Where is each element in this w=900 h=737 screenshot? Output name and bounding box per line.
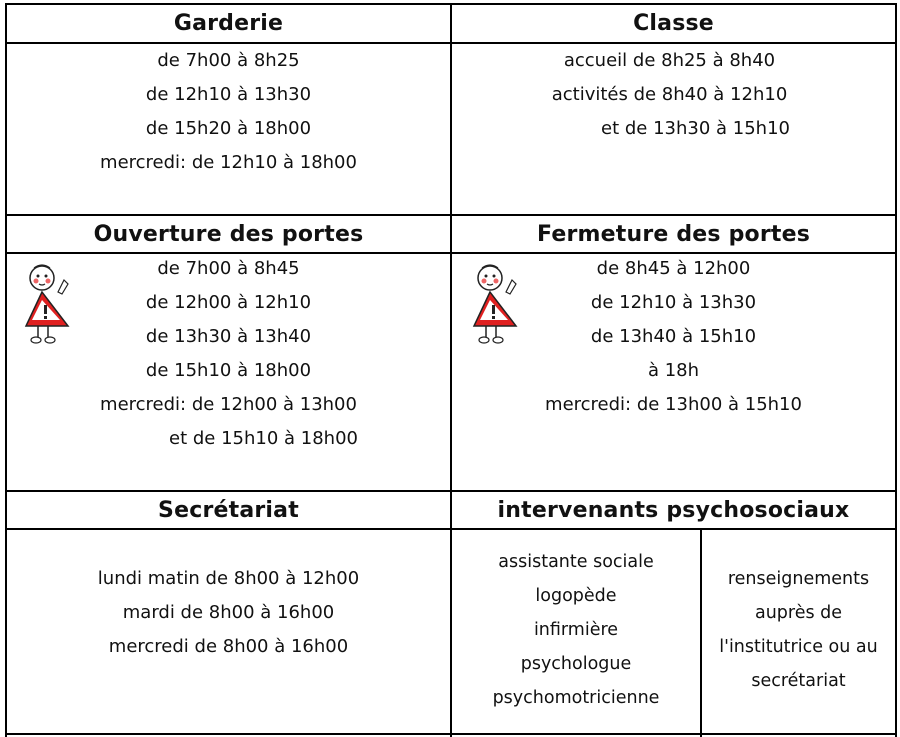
secretariat-line: mercredi de 8h00 à 16h00 (108, 636, 349, 657)
garderie-line: mercredi: de 12h10 à 18h00 (100, 152, 357, 173)
classe-line: et de 13h30 à 15h10 (601, 118, 790, 139)
classe-hours (452, 44, 895, 146)
garderie-title: Garderie (173, 11, 284, 36)
role-item: psychomotricienne (492, 688, 660, 708)
ouverture-line: de 7h00 à 8h45 (157, 258, 300, 279)
secretariat-line: mardi de 8h00 à 16h00 (122, 602, 335, 623)
row-line-5 (5, 528, 897, 530)
ouverture-line: mercredi: de 12h00 à 13h00 (100, 394, 357, 415)
classe-line: accueil de 8h25 à 8h40 (563, 50, 776, 71)
fermeture-line: mercredi: de 13h00 à 15h10 (545, 394, 802, 415)
fermeture-line: de 8h45 à 12h00 (596, 258, 751, 279)
intervenants-info (702, 562, 895, 698)
info-line: renseignements (727, 569, 870, 589)
ouverture-line: de 15h10 à 18h00 (145, 360, 312, 381)
role-item: logopède (535, 586, 617, 606)
border-bottom (5, 733, 897, 735)
ouverture-title: Ouverture des portes (93, 221, 364, 247)
secretariat-title: Secrétariat (158, 497, 299, 523)
info-line: auprès de (754, 603, 843, 623)
intervenants-roles (452, 545, 700, 715)
border-right (895, 3, 897, 737)
fermeture-line: de 12h10 à 13h30 (590, 292, 757, 313)
fermeture-hours (452, 252, 895, 422)
fermeture-title: Fermeture des portes (536, 221, 811, 247)
secretariat-hours (7, 562, 450, 664)
secretariat-line: lundi matin de 8h00 à 12h00 (97, 568, 360, 589)
ouverture-hours (7, 252, 450, 456)
garderie-line: de 7h00 à 8h25 (157, 50, 300, 71)
classe-title: Classe (633, 11, 714, 36)
garderie-line: de 12h10 à 13h30 (145, 84, 312, 105)
intervenants-title: intervenants psychosociaux (497, 497, 850, 523)
ouverture-line: de 12h00 à 12h10 (145, 292, 312, 313)
role-item: assistante sociale (498, 552, 654, 572)
garderie-line: de 15h20 à 18h00 (145, 118, 312, 139)
role-item: psychologue (520, 654, 632, 674)
classe-line: activités de 8h40 à 12h10 (551, 84, 788, 105)
fermeture-line: de 13h40 à 15h10 (590, 326, 757, 347)
info-line: secrétariat (751, 671, 846, 691)
info-line: l'institutrice ou au (719, 637, 878, 657)
fermeture-line: à 18h (647, 360, 700, 381)
garderie-hours (7, 44, 450, 180)
role-item: infirmière (533, 620, 619, 640)
ouverture-line: et de 15h10 à 18h00 (169, 428, 358, 449)
ouverture-line: de 13h30 à 13h40 (145, 326, 312, 347)
